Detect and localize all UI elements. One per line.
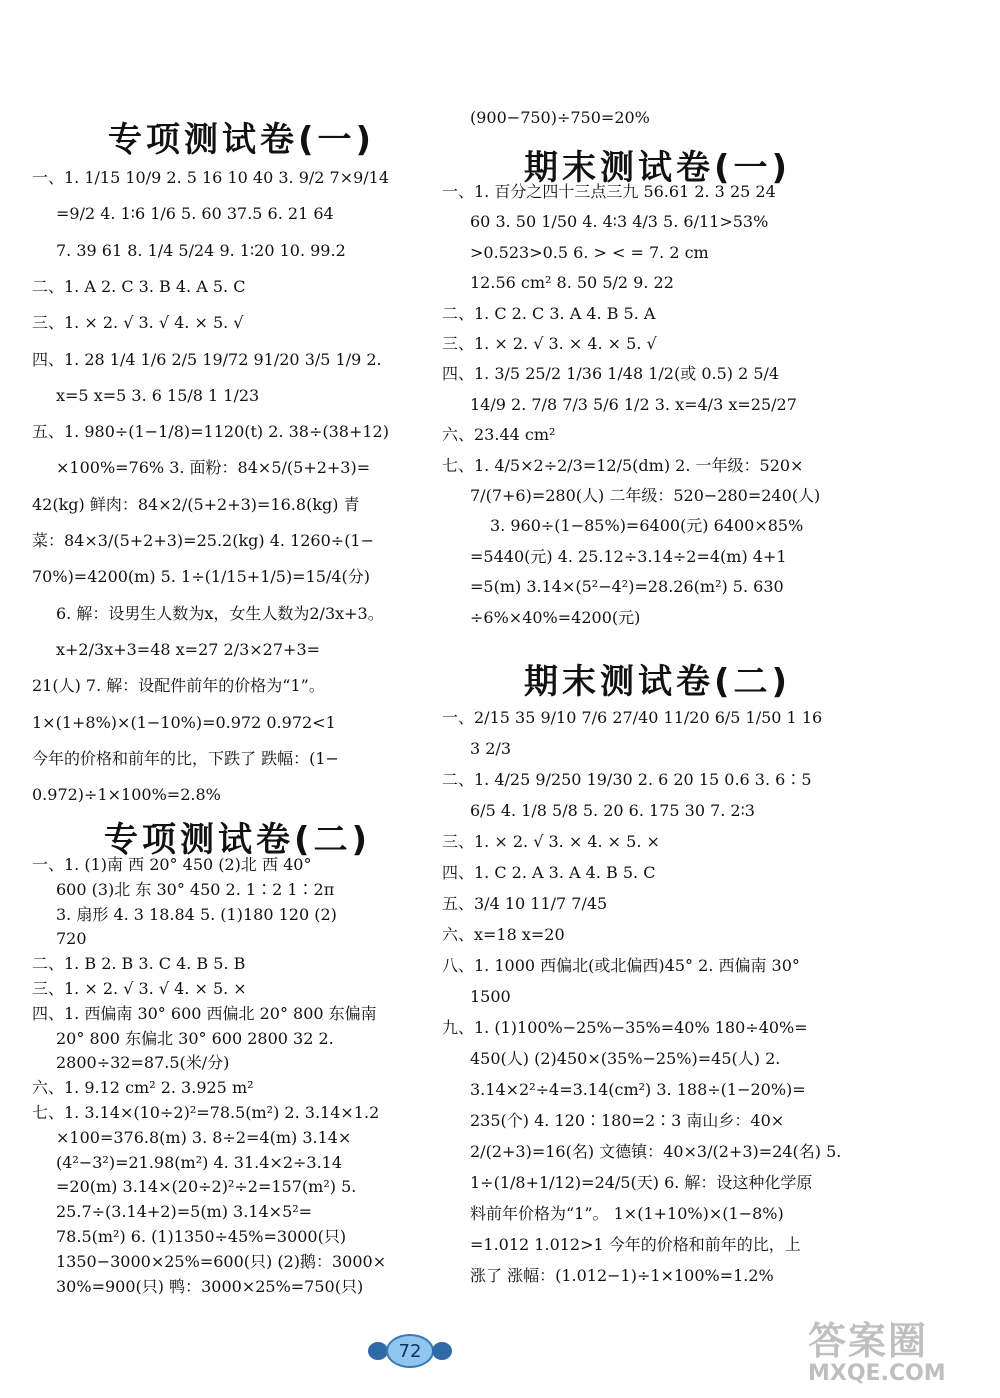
answer-line: 25.7÷(3.14+2)=5(m) 3.14×5²= (56, 1202, 313, 1222)
answer-line: 二、1. C 2. C 3. A 4. B 5. A (442, 303, 656, 323)
answer-line: 3.14×2²÷4=3.14(cm²) 3. 188÷(1−20%)= (470, 1080, 806, 1099)
answer-line: ×100%=76% 3. 面粉：84×5/(5+2+3)= (56, 458, 371, 478)
answer-line: 30%=900(只) 鸭：3000×25%=750(只) (56, 1276, 364, 1296)
answer-line: 七、1. 3.14×(10÷2)²=78.5(m²) 2. 3.14×1.2 (32, 1103, 380, 1122)
answer-line: 2/(2+3)=16(名) 文德镇：40×3/(2+3)=24(名) 5. (470, 1142, 842, 1161)
answer-line: 料前年价格为“1”。 1×(1+10%)×(1−8%) (470, 1204, 784, 1223)
answer-line: 八、1. 1000 西偏北(或北偏西)45° 2. 西偏南 30° (442, 956, 800, 975)
watermark-logo: 答案圈 (808, 1319, 929, 1363)
answer-line: 2800÷32=87.5(米/分) (56, 1053, 230, 1073)
answer-line: 一、2/15 35 9/10 7/6 27/40 11/20 6/5 1/50 1 16 (442, 708, 823, 727)
answer-line: 今年的价格和前年的比，下跌了 跌幅：(1− (32, 748, 339, 768)
answer-line: 720 (56, 929, 87, 949)
answer-line: 1500 (470, 987, 511, 1006)
carryover-line: (900−750)÷750=20% (470, 108, 650, 127)
answer-line: x=5 x=5 3. 6 15/8 1 1/23 (56, 385, 260, 405)
leaf-decoration-icon (368, 1342, 388, 1360)
answer-line: =1.012 1.012>1 今年的价格和前年的比，上 (470, 1235, 801, 1254)
answer-line: 235(个) 4. 120∶180=2∶3 南山乡：40× (470, 1111, 785, 1130)
answer-line: 0.972)÷1×100%=2.8% (32, 785, 221, 805)
answer-line: 四、1. C 2. A 3. A 4. B 5. C (442, 863, 656, 882)
answer-line: 20° 800 东偏北 30° 600 2800 32 2. (56, 1028, 334, 1048)
answer-line: 二、1. A 2. C 3. B 4. A 5. C (32, 276, 246, 296)
answer-line: 三、1. × 2. √ 3. √ 4. × 5. √ (32, 313, 244, 333)
answer-line: 二、1. B 2. B 3. C 4. B 5. B (32, 954, 246, 974)
answer-line: 六、x=18 x=20 (442, 925, 565, 944)
answer-line: =9/2 4. 1∶6 1/6 5. 60 37.5 6. 21 64 (56, 204, 334, 224)
answer-line: ÷6%×40%=4200(元) (470, 607, 641, 627)
answer-line: 3. 扇形 4. 3 18.84 5. (1)180 120 (2) (56, 904, 337, 924)
answer-line: 三、1. × 2. √ 3. √ 4. × 5. × (32, 979, 247, 998)
answer-line: 600 (3)北 东 30° 450 2. 1∶2 1∶2π (56, 879, 335, 899)
answer-line: 78.5(m²) 6. (1)1350÷45%=3000(只) (56, 1227, 347, 1246)
watermark (808, 1310, 994, 1390)
answer-line: 6/5 4. 1/8 5/8 5. 20 6. 175 30 7. 2∶3 (470, 801, 755, 820)
answer-line: 五、1. 980÷(1−1/8)=1120(t) 2. 38÷(38+12) (32, 422, 389, 442)
section-title-final2: 期末测试卷(二) (524, 662, 792, 702)
answer-line: 二、1. 4/25 9/250 19/30 2. 6 20 15 0.6 3. 6∶5 (442, 770, 812, 789)
answer-line: 1×(1+8%)×(1−10%)=0.972 0.972<1 (32, 712, 336, 732)
answer-line: 一、1. 1/15 10/9 2. 5 16 10 40 3. 9/2 7×9/14 (32, 168, 390, 187)
answer-line: 七、1. 4/5×2÷2/3=12/5(dm) 2. 一年级：520× (442, 455, 804, 475)
section-title-special2: 专项测试卷(二) (104, 820, 372, 860)
watermark-url: MXQE.COM (808, 1361, 946, 1386)
section-title-final1: 期末测试卷(一) (524, 148, 792, 188)
answer-line: 菜：84×3/(5+2+3)=25.2(kg) 4. 1260÷(1− (32, 531, 375, 550)
answer-line: x+2/3x+3=48 x=27 2/3×27+3= (56, 639, 321, 659)
answer-line: 7. 39 61 8. 1/4 5/24 9. 1∶20 10. 99.2 (56, 240, 346, 260)
page-number: 72 (386, 1334, 434, 1368)
answer-line: 42(kg) 鲜肉：84×2/(5+2+3)=16.8(kg) 青 (32, 494, 360, 514)
answer-line: 六、1. 9.12 cm² 2. 3.925 m² (32, 1078, 254, 1098)
answer-line: 6. 解：设男生人数为x，女生人数为2/3x+3。 (56, 603, 384, 623)
answer-line: 三、1. × 2. √ 3. × 4. × 5. √ (442, 334, 657, 353)
answer-line: =5440(元) 4. 25.12÷3.14÷2=4(m) 4+1 (470, 546, 787, 566)
answer-line: 1350−3000×25%=600(只) (2)鹅：3000× (56, 1251, 387, 1271)
answer-line: 14/9 2. 7/8 7/3 5/6 1/2 3. x=4/3 x=25/27 (470, 394, 797, 414)
answer-line: 四、1. 28 1/4 1/6 2/5 19/72 91/20 3/5 1/9 2. (32, 349, 382, 369)
answer-line: 一、1. (1)南 西 20° 450 (2)北 西 40° (32, 855, 312, 874)
answer-line: >0.523>0.5 6. > < = 7. 2 cm (470, 242, 709, 262)
answer-line: 五、3/4 10 11/7 7/45 (442, 894, 608, 913)
answer-line: 六、23.44 cm² (442, 425, 556, 445)
answer-line: 四、1. 西偏南 30° 600 西偏北 20° 800 东偏南 (32, 1003, 377, 1023)
answer-line: 7/(7+6)=280(人) 二年级：520−280=240(人) (470, 486, 821, 505)
answer-line: 涨了 涨幅：(1.012−1)÷1×100%=1.2% (470, 1266, 774, 1285)
answer-line: 3 2/3 (470, 739, 512, 758)
answer-line: =20(m) 3.14×(20÷2)²÷2=157(m²) 5. (56, 1177, 357, 1197)
answer-line: 1÷(1/8+1/12)=24/5(天) 6. 解：设这种化学原 (470, 1173, 813, 1192)
page-number-badge (366, 1330, 456, 1370)
leaf-decoration-icon (432, 1342, 452, 1360)
answer-line: =5(m) 3.14×(5²−4²)=28.26(m²) 5. 630 (470, 577, 784, 597)
answer-line: ×100=376.8(m) 3. 8÷2=4(m) 3.14× (56, 1127, 352, 1147)
answer-line: 一、1. 百分之四十三点三九 56.61 2. 3 25 24 (442, 182, 776, 201)
section-title-special1: 专项测试卷(一) (108, 120, 376, 160)
answer-line: 3. 960÷(1−85%)=6400(元) 6400×85% (490, 516, 804, 536)
answer-line: 450(人) (2)450×(35%−25%)=45(人) 2. (470, 1049, 781, 1068)
answer-line: 12.56 cm² 8. 50 5/2 9. 22 (470, 273, 674, 293)
answer-line: (4²−3²)=21.98(m²) 4. 31.4×2÷3.14 (56, 1152, 343, 1172)
answer-line: 九、1. (1)100%−25%−35%=40% 180÷40%= (442, 1018, 808, 1037)
answer-line: 70%)=4200(m) 5. 1÷(1/15+1/5)=15/4(分) (32, 567, 371, 587)
answer-line: 60 3. 50 1/50 4. 4∶3 4/3 5. 6/11>53% (470, 212, 769, 232)
answer-line: 三、1. × 2. √ 3. × 4. × 5. × (442, 832, 660, 851)
answer-line: 四、1. 3/5 25/2 1/36 1/48 1/2(或 0.5) 2 5/4 (442, 364, 780, 384)
answer-line: 21(人) 7. 解：设配件前年的价格为“1”。 (32, 676, 325, 696)
